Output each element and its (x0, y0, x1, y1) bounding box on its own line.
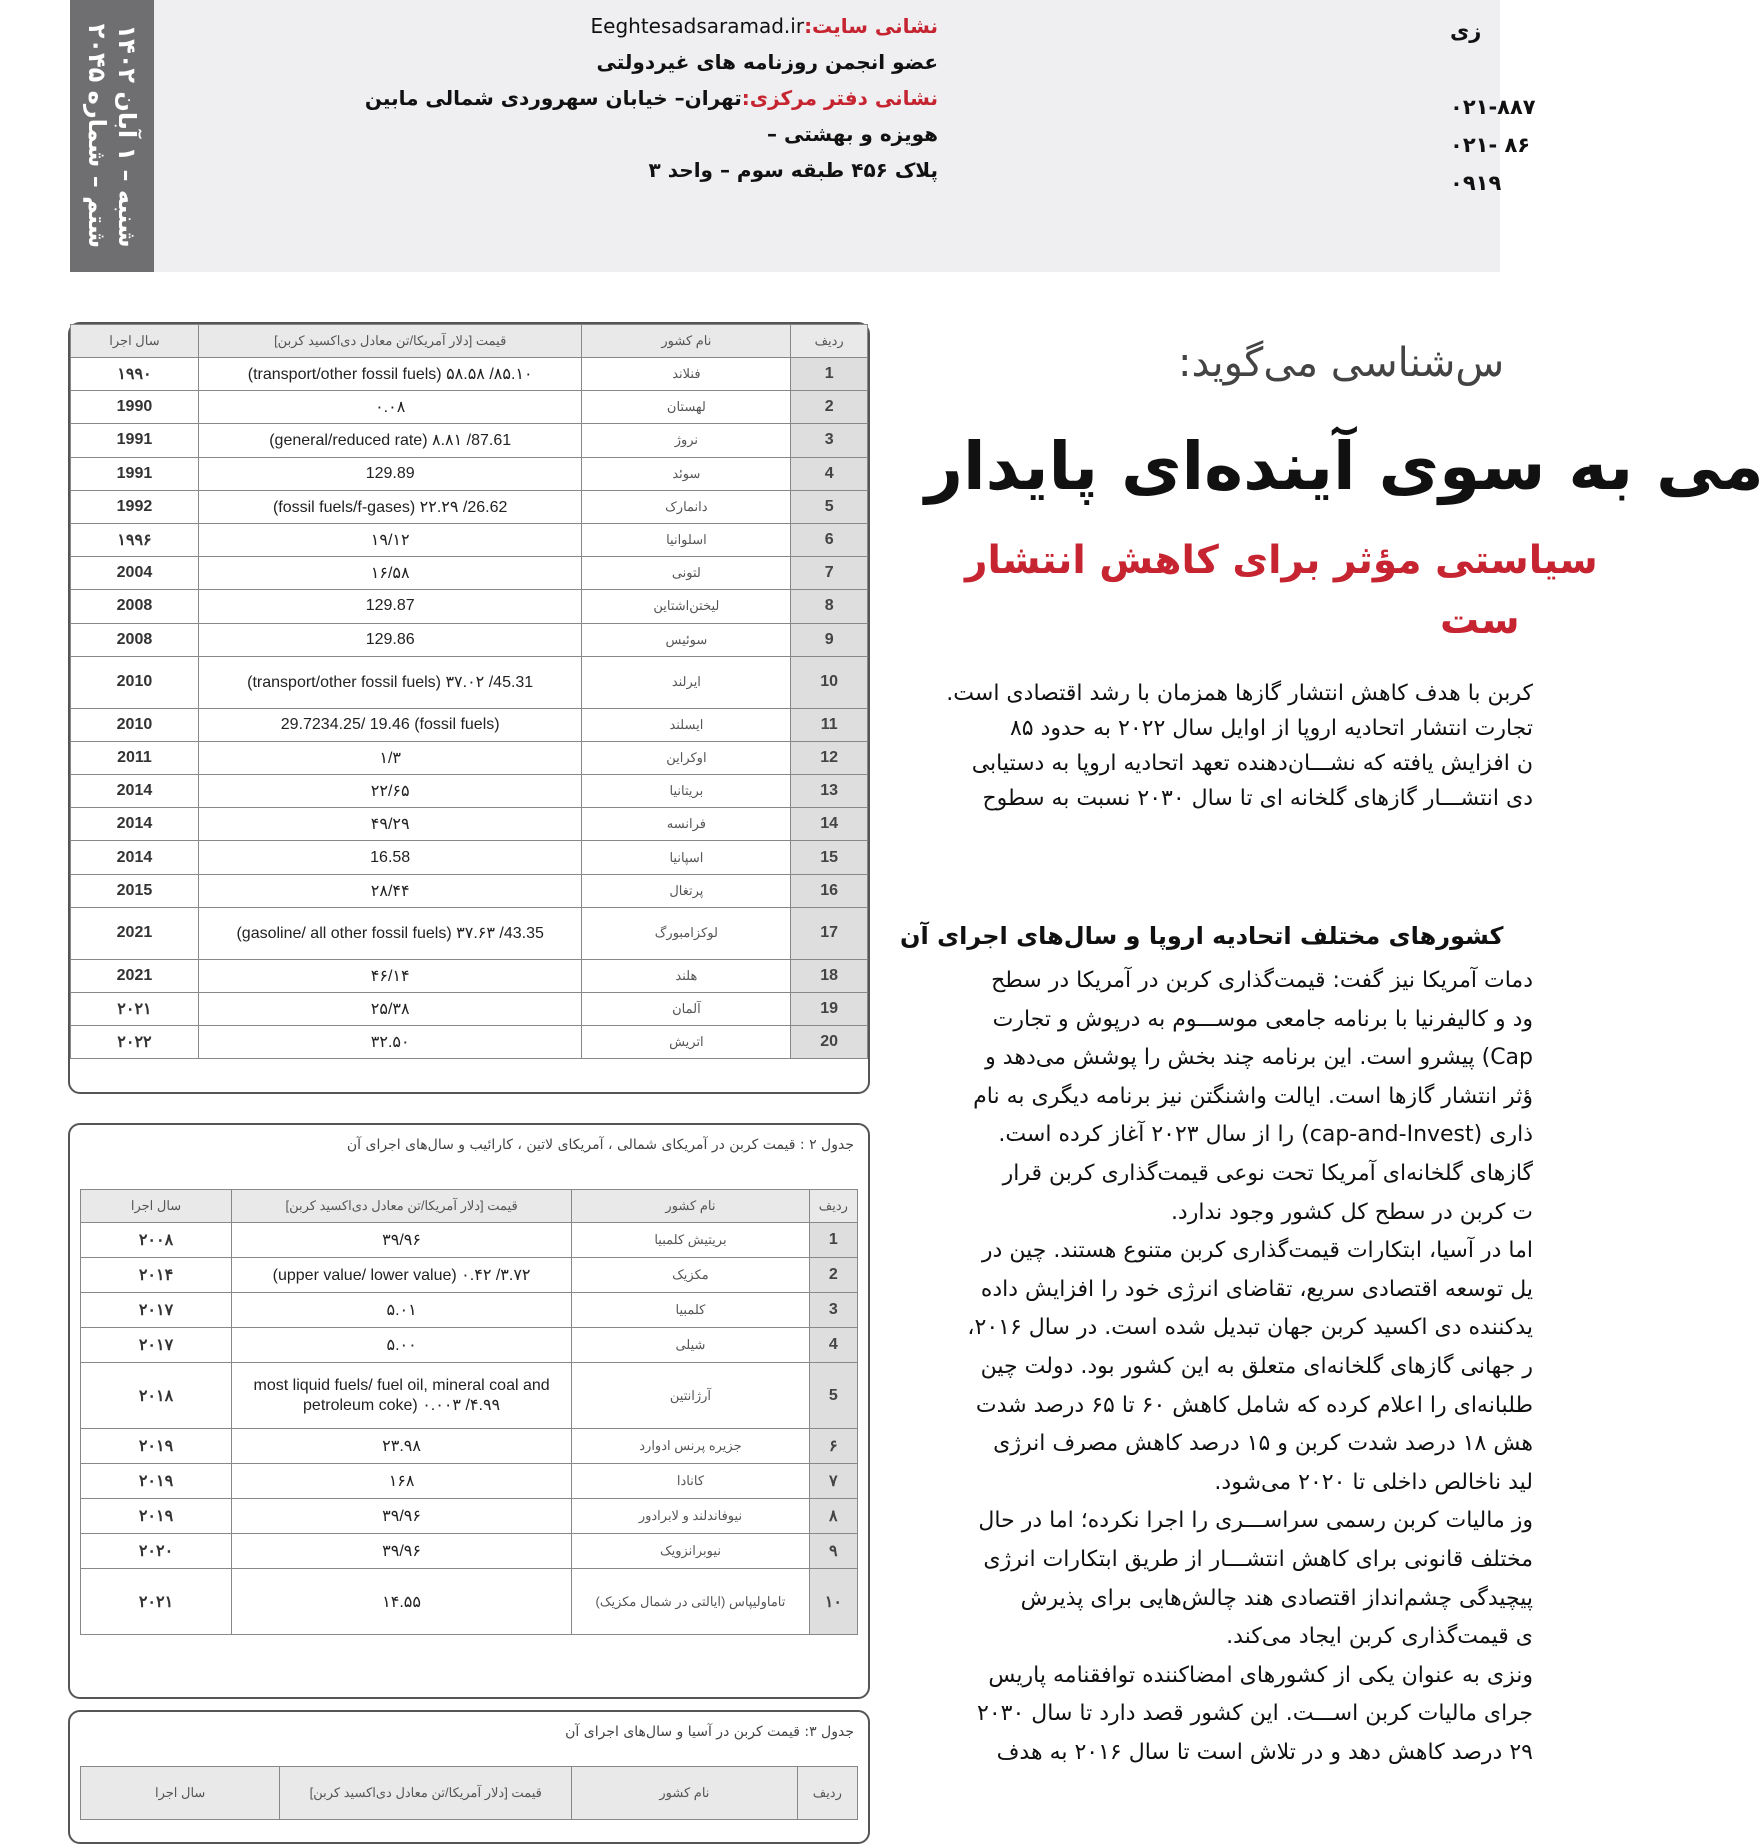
table-row (71, 656, 868, 708)
table-row (71, 590, 868, 623)
year-cell: ۲۰۲۱ (71, 993, 199, 1026)
body-line: وز مالیات کربن رسمی سراســـری را اجرا نکرده؛ اما در حال (978, 1508, 1533, 1534)
row-number-cell: 2 (791, 391, 868, 424)
table-row (71, 623, 868, 656)
country-cell: لتونی (582, 557, 791, 590)
body-line: جرای مالیات کربن اســـت. این کشور قصد دارد تا سال ۲۰۳۰ (977, 1701, 1533, 1727)
table-row (71, 424, 868, 457)
price-cell: most liquid fuels/ fuel oil, mineral coal and petroleum coke) ۰.۰۰۳ /۴.۹۹ (232, 1363, 572, 1429)
year-cell: ۲۰۱۴ (81, 1258, 232, 1293)
year-cell: 2014 (71, 808, 199, 841)
body-line: ود و کالیفرنیا با برنامه جامعی موســـوم به درپوش و تجارت (992, 1006, 1533, 1032)
row-number-cell: 2 (809, 1258, 857, 1293)
table-row (81, 1363, 858, 1429)
country-cell: دانمارک (582, 490, 791, 523)
country-cell: فرانسه (582, 808, 791, 841)
year-cell: 2004 (71, 557, 199, 590)
year-cell: ۲۰۲۱ (81, 1569, 232, 1635)
price-cell: ۲۲/۶۵ (198, 775, 582, 808)
year-cell: ۲۰۱۸ (81, 1363, 232, 1429)
year-cell: 1991 (71, 457, 199, 490)
row-number-cell: 19 (791, 993, 868, 1026)
col-row: ردیف (797, 1767, 857, 1820)
year-cell: 2011 (71, 741, 199, 774)
price-cell: ۱۹/۱۲ (198, 523, 582, 556)
country-cell: کانادا (572, 1464, 810, 1499)
col-year: سال اجرا (71, 325, 199, 358)
row-number-cell: 9 (791, 623, 868, 656)
body-line: ؤثر انتشار گازها است. ایالت واشنگتن نیز برنامه دیگری به نام (973, 1083, 1533, 1109)
country-cell: لوکزامبورگ (582, 907, 791, 959)
year-cell: 2008 (71, 623, 199, 656)
table-row (71, 1026, 868, 1059)
table-row (71, 391, 868, 424)
table-2-body (81, 1223, 858, 1635)
table-row (71, 841, 868, 874)
table-row (81, 1569, 858, 1635)
body-line: ت کربن در سطح کل کشور وجود ندارد. (1170, 1199, 1533, 1225)
year-cell: 2014 (71, 775, 199, 808)
col-year: سال اجرا (81, 1190, 232, 1223)
year-cell: ۱۹۹۶ (71, 523, 199, 556)
row-number-cell: 3 (791, 424, 868, 457)
country-cell: فنلاند (582, 358, 791, 391)
body-line: ونزی به عنوان یکی از کشورهای امضاکننده توافقنامه پاریس (988, 1662, 1533, 1688)
body-line: هش ۱۸ درصد شدت کربن و ۱۵ درصد کاهش مصرف انرژی (993, 1431, 1533, 1457)
year-cell: 1991 (71, 424, 199, 457)
price-cell: ۲۳.۹۸ (232, 1429, 572, 1464)
table-row (81, 1499, 858, 1534)
price-cell: (upper value/ lower value) ۰.۴۲ /۳.۷۲ (232, 1258, 572, 1293)
table-row (71, 775, 868, 808)
date-line-2: شتم – شماره ۲۰۴۵ (83, 23, 111, 249)
site-label: نشانی سایت: (804, 14, 938, 38)
table-3-header (81, 1767, 858, 1820)
body-line: ذاری (cap-and-Invest) را از سال ۲۰۲۳ آغاز کرده است. (998, 1122, 1533, 1148)
body-line: پیچیدگی چشم‌انداز اقتصادی هند چالش‌هایی برای پذیرش (1020, 1585, 1533, 1611)
right-phone-1: ۰۲۱-۸۸۷ (1450, 95, 1536, 119)
price-cell: (transport/other fossil fuels) ۵۸.۵۸ /۸۵.۱۰ (198, 358, 582, 391)
year-cell: ۲۰۱۷ (81, 1293, 232, 1328)
right-fragment-1: زی (1450, 19, 1482, 43)
table-row (71, 557, 868, 590)
table-row (71, 808, 868, 841)
article-subtitle-2: ست (1440, 598, 1520, 643)
table-row (81, 1223, 858, 1258)
country-cell: سوئیس (582, 623, 791, 656)
row-number-cell: 1 (791, 358, 868, 391)
year-cell: ۲۰۱۹ (81, 1464, 232, 1499)
row-number-cell: 7 (791, 557, 868, 590)
date-line-1: شنبه – ۱ آبان ۱۴۰۲ (113, 24, 141, 248)
date-bar (70, 0, 154, 272)
table-row (71, 993, 868, 1026)
row-number-cell: 12 (791, 741, 868, 774)
country-cell: بریتیش کلمبیا (572, 1223, 810, 1258)
member-text: عضو انجمن روزنامه های غیردولتی (596, 50, 938, 74)
row-number-cell: 18 (791, 959, 868, 992)
country-cell: پرتغال (582, 874, 791, 907)
year-cell: 2010 (71, 656, 199, 708)
body-line: گازهای گلخانه‌ای آمریکا تحت نوعی قیمت‌گذاری کربن قرار (1002, 1160, 1533, 1186)
contact-block (318, 2, 938, 188)
price-cell: 129.87 (198, 590, 582, 623)
year-cell: 2014 (71, 841, 199, 874)
row-number-cell: ۸ (809, 1499, 857, 1534)
table-row (81, 1534, 858, 1569)
col-price: قیمت [دلار آمریکا/تن معادل دی‌اکسید کربن] (280, 1767, 572, 1820)
article-intro (893, 676, 1533, 816)
table-row (71, 708, 868, 741)
year-cell: ۲۰۲۲ (71, 1026, 199, 1059)
col-row: ردیف (809, 1190, 857, 1223)
country-cell: اسلوانیا (582, 523, 791, 556)
price-cell: 129.89 (198, 457, 582, 490)
price-cell: 129.86 (198, 623, 582, 656)
table-row (81, 1328, 858, 1363)
price-cell: ۱۴.۵۵ (232, 1569, 572, 1635)
country-cell: کلمبیا (572, 1293, 810, 1328)
body-line: دمات آمریکا نیز گفت: قیمت‌گذاری کربن در آمریکا در سطح (991, 968, 1533, 993)
body-line: ۲۹ درصد کاهش دهد و در تلاش است تا سال ۲۰۱۶ به هدف (996, 1739, 1533, 1765)
country-cell: نروژ (582, 424, 791, 457)
row-number-cell: 15 (791, 841, 868, 874)
table-row (71, 907, 868, 959)
price-cell: (transport/other fossil fuels) ۳۷.۰۲ /45.31 (198, 656, 582, 708)
price-cell: ۱۶۸ (232, 1464, 572, 1499)
right-info (1450, 12, 1536, 202)
year-cell: 2021 (71, 907, 199, 959)
country-cell: سوئد (582, 457, 791, 490)
table-3 (80, 1766, 858, 1820)
year-cell: ۲۰۱۹ (81, 1429, 232, 1464)
row-number-cell: 16 (791, 874, 868, 907)
price-cell: ۴۹/۲۹ (198, 808, 582, 841)
price-cell: ۳۹/۹۶ (232, 1534, 572, 1569)
site-row (318, 8, 938, 44)
country-cell: اتریش (582, 1026, 791, 1059)
office-label: نشانی دفتر مرکزی: (741, 86, 938, 110)
table-1-body (71, 358, 868, 1059)
year-cell: 2010 (71, 708, 199, 741)
office-value: تهران– خیابان سهروردی شمالی مابین هویزه و بهشتی – (364, 86, 938, 146)
col-price: قیمت [دلار آمریکا/تن معادل دی‌اکسید کربن] (198, 325, 582, 358)
table-row (71, 490, 868, 523)
row-number-cell: ۹ (809, 1534, 857, 1569)
body-line: مختلف قانونی برای کاهش انتشـــار از طریق ابتکارات انرژی (983, 1546, 1533, 1572)
country-cell: نیوبرانزویک (572, 1534, 810, 1569)
office-row (318, 80, 938, 152)
table-row (71, 959, 868, 992)
price-cell: ۱/۳ (198, 741, 582, 774)
row-number-cell: ۶ (809, 1429, 857, 1464)
price-cell: 16.58 (198, 841, 582, 874)
price-cell: ۱۶/۵۸ (198, 557, 582, 590)
col-country: نام کشور (572, 1767, 797, 1820)
body-line: Cap) پیشرو است. این برنامه چند بخش را پوشش می‌دهد و (985, 1045, 1533, 1071)
year-cell: 2015 (71, 874, 199, 907)
table-row (71, 457, 868, 490)
row-number-cell: 14 (791, 808, 868, 841)
table-2-header (81, 1190, 858, 1223)
price-cell: ۰.۰۸ (198, 391, 582, 424)
country-cell: آرژانتین (572, 1363, 810, 1429)
table-row (81, 1464, 858, 1499)
body-line: لید ناخالص داخلی تا ۲۰۲۰ می‌شود. (1214, 1469, 1533, 1495)
row-number-cell: 11 (791, 708, 868, 741)
row-number-cell: 13 (791, 775, 868, 808)
body-line: اما در آسیا، ابتکارات قیمت‌گذاری کربن متنوع هستند. چین در (981, 1238, 1533, 1264)
table-2-caption: جدول ۲ : قیمت کربن در آمریکای شمالی ، آمریکای لاتین ، کارائیب و سال‌های اجرای آن (346, 1137, 854, 1153)
year-cell: ۲۰۱۷ (81, 1328, 232, 1363)
row-number-cell: 5 (791, 490, 868, 523)
price-cell: 29.7234.25/ 19.46 (fossil fuels) (198, 708, 582, 741)
country-cell: لیختن‌اشتاین (582, 590, 791, 623)
price-cell: ۵.۰۱ (232, 1293, 572, 1328)
price-cell: ۵.۰۰ (232, 1328, 572, 1363)
year-cell: ۲۰۰۸ (81, 1223, 232, 1258)
year-cell: 2021 (71, 959, 199, 992)
row-number-cell: 4 (809, 1328, 857, 1363)
row-number-cell: 10 (791, 656, 868, 708)
table-2 (80, 1189, 858, 1635)
country-cell: نیوفاندلند و لابرادور (572, 1499, 810, 1534)
country-cell: مکزیک (572, 1258, 810, 1293)
row-number-cell: 3 (809, 1293, 857, 1328)
country-cell: ایسلند (582, 708, 791, 741)
col-country: نام کشور (572, 1190, 810, 1223)
table-row (71, 358, 868, 391)
intro-line: کربن با هدف کاهش انتشار گازها همزمان با رشد اقتصادی است. (946, 681, 1533, 706)
country-cell: لهستان (582, 391, 791, 424)
country-cell: بریتانیا (582, 775, 791, 808)
table-row (81, 1429, 858, 1464)
price-cell: ۳۹/۹۶ (232, 1223, 572, 1258)
year-cell: 1992 (71, 490, 199, 523)
country-cell: هلند (582, 959, 791, 992)
body-line: طلبانه‌ای را اعلام کرده که شامل کاهش ۶۰ تا ۶۵ درصد شدت (975, 1392, 1533, 1418)
country-cell: تاماولیپاس (ایالتی در شمال مکزیک) (572, 1569, 810, 1635)
body-line: یدکننده دی اکسید کربن جهان تبدیل شده است. در سال ۲۰۱۶، (967, 1315, 1533, 1341)
year-cell: 2008 (71, 590, 199, 623)
table-1 (70, 324, 868, 1059)
price-cell: (general/reduced rate) ۸.۸۱ /87.61 (198, 424, 582, 457)
table-2-box (68, 1123, 870, 1699)
right-phone-3: ۰۹۱۹ (1450, 171, 1502, 195)
year-cell: ۲۰۱۹ (81, 1499, 232, 1534)
table-1-header (71, 325, 868, 358)
article-lead: س‌شناسی می‌گوید: (1178, 340, 1505, 386)
intro-line: دی انتشـــار گازهای گلخانه ای تا سال ۲۰۳۰ نسبت به سطوح (982, 786, 1533, 811)
row-number-cell: 6 (791, 523, 868, 556)
office-line-2: پلاک ۴۵۶ طبقه سوم – واحد ۳ (648, 158, 938, 182)
table-row (71, 523, 868, 556)
price-cell: ۴۶/۱۴ (198, 959, 582, 992)
price-cell: (fossil fuels/f-gases) ۲۲.۲۹ /26.62 (198, 490, 582, 523)
table-3-box (68, 1710, 870, 1844)
table-row (71, 741, 868, 774)
price-cell: (gasoline/ all other fossil fuels) ۳۷.۶۳ /43.35 (198, 907, 582, 959)
col-row: ردیف (791, 325, 868, 358)
year-cell: ۱۹۹۰ (71, 358, 199, 391)
site-value[interactable]: Eeghtesadsaramad.ir (590, 14, 805, 38)
row-number-cell: ۷ (809, 1464, 857, 1499)
col-year: سال اجرا (81, 1767, 280, 1820)
article-body (893, 962, 1533, 1772)
body-line: ی قیمت‌گذاری کربن ایجاد می‌کند. (1226, 1624, 1533, 1650)
row-number-cell: 20 (791, 1026, 868, 1059)
country-cell: اوکراین (582, 741, 791, 774)
table-row (71, 874, 868, 907)
row-number-cell: 17 (791, 907, 868, 959)
price-cell: ۲۵/۳۸ (198, 993, 582, 1026)
country-cell: شیلی (572, 1328, 810, 1363)
price-cell: ۳۹/۹۶ (232, 1499, 572, 1534)
price-cell: ۳۲.۵۰ (198, 1026, 582, 1059)
col-country: نام کشور (582, 325, 791, 358)
article-subtitle-1: سیاستی مؤثر برای کاهش انتشار (965, 538, 1598, 583)
row-number-cell: 4 (791, 457, 868, 490)
country-cell: آلمان (582, 993, 791, 1026)
country-cell: اسپانیا (582, 841, 791, 874)
row-number-cell: ۱۰ (809, 1569, 857, 1635)
year-cell: ۲۰۲۰ (81, 1534, 232, 1569)
right-phone-2: ۰۲۱- ۸۶ (1450, 133, 1531, 157)
table-3-caption: جدول ۳: قیمت کربن در آسیا و سال‌های اجرای آن (565, 1724, 854, 1740)
row-number-cell: 8 (791, 590, 868, 623)
body-line: یل توسعه اقتصادی سریع، تقاضای انرژی خود را افزایش داده (980, 1276, 1533, 1302)
country-cell: ایرلند (582, 656, 791, 708)
price-cell: ۲۸/۴۴ (198, 874, 582, 907)
table-row (81, 1258, 858, 1293)
article-headline: می به سوی آینده‌ای پایدار (925, 428, 1764, 505)
year-cell: 1990 (71, 391, 199, 424)
intro-line: تجارت انتشار اتحادیه اروپا از اوایل سال ۲۰۲۲ به حدود ۸۵ (1009, 716, 1533, 741)
country-cell: جزیره پرنس ادوارد (572, 1429, 810, 1464)
section-heading: کشورهای مختلف اتحادیه اروپا و سال‌های اجرای آن (900, 922, 1504, 950)
table-1-box (68, 322, 870, 1094)
body-line: ر جهانی گازهای گلخانه‌ای متعلق به این کشور بود. دولت چین (980, 1353, 1533, 1379)
row-number-cell: 5 (809, 1363, 857, 1429)
row-number-cell: 1 (809, 1223, 857, 1258)
table-row (81, 1293, 858, 1328)
intro-line: ن افزایش یافته که نشـــان‌دهنده تعهد اتحادیه اروپا به دستیابی (971, 751, 1533, 776)
col-price: قیمت [دلار آمریکا/تن معادل دی‌اکسید کربن] (232, 1190, 572, 1223)
